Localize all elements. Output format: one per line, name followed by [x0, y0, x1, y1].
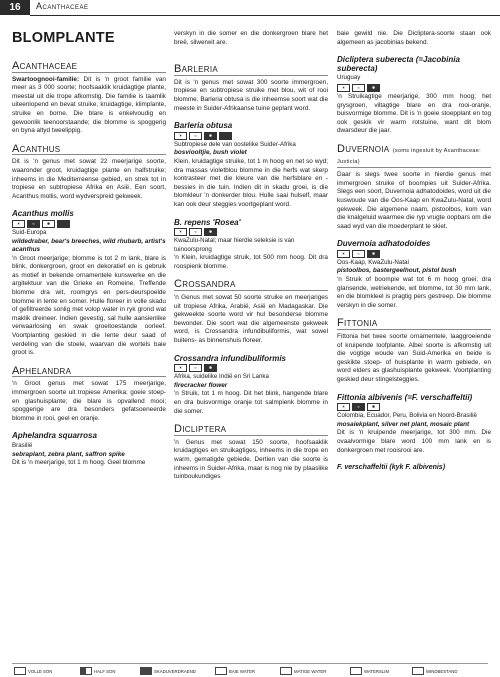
footer-rule [12, 663, 488, 664]
shade-icon [219, 132, 232, 140]
column-1 [12, 62, 166, 468]
symbol-row [337, 250, 491, 258]
sun-icon: ☀ [337, 403, 350, 411]
species-origin: Afrika, suidelike Indië en Sri Lanka [174, 373, 269, 381]
wind-resistant-icon [412, 667, 424, 675]
genus-text-aphelandra: 'n Groot genus met sowat 175 meerjarige, immergroen soorte uit tropiese Amerika; goeie stoep- en glashuisplante; die blare is opvallend mooi; spoggerige are dra besonders gefatsoeneerde blomme in rooi, geel en oranje. [12, 380, 166, 422]
species-origin: Oos-Kaap, KwaZulu-Natal [337, 258, 409, 266]
symbol-row [174, 132, 328, 140]
genus-text-barleria: Dit is 'n genus met sowat 300 soorte immergroen, tropiese en subtropiese struike met blou, wit of rooi blomme. Barleria obtusa is die inheemse soort wat die meeste in Suider-Afrikaanse tuine geplant word. [174, 78, 328, 112]
genus-heading-crossandra: Crossandra [174, 280, 328, 291]
species-origin: KwaZulu-Natal; maar hierdie seleksie is van tuinoorsprong [174, 237, 295, 253]
common-names: wildedraber, bear's breeches, wild rhubarb, artist's acanthus [12, 237, 166, 254]
common-names: pistoolbos, bastergeelhout, pistol bush [337, 267, 457, 275]
column-3 [337, 30, 491, 474]
frost-icon: ✱ [42, 220, 55, 228]
genus-text-crossandra: 'n Genus met sowat 50 soorte struike en meerjariges uit tropiese Afrika, Arabië, Asië en Madagaskar. Die gekweekte soorte word vir hul besonderse blomme bewonder. Die soort wat die algemeenste gekweek word, is Crossandra infundibuliformis, wat sowel buitens- as binnenshuis floreer. [174, 294, 328, 345]
species-text: 'n Groot meerjarige; blomme is tot 2 m lank, blare is blink, donkergroen, groot en dekoratief en is gebruik as motief in bekende ornamentele kunswerke en die argitektuur van die Grieke en Romeine. Treffende blomme dra wit, roomgrys en pers-deurspoelde blomme in lente en somer. Hulle floreer in volle skadu of gefiltreerde sonlig met volop water in ryk grond wat maklik dreineer. Indien gevestig, sal hulle aansienlike verwaarlosing en swak groeitoestande oorleef. Voortplanting geskied in die lente deur saad of verdeling van die stoele, waarvan die wortels baie groot is. [12, 254, 166, 357]
species-crossandra: Crossandra infundibuliformis [174, 353, 287, 363]
species-text: Klein, kruidagtige struike, tot 1 m hoog en net so wyd; dra massas violetblou blomme in die herfs wat skerp kontrasteer met die kleure van die herfsblare en -bessies in die tuin. Indien dit in skadu groei, is die blomkleur 'n donkerder blou. Hulle saai hulself, maar kan ook deur steggies voortgeplant word. [174, 157, 328, 208]
page-header [0, 0, 500, 16]
frost-icon: ✱ [204, 132, 217, 140]
species-text: 'n Struik of boompie wat tot 6 m hoog groei; dra glansende, welriekende, wit blomme, tot 30 mm lank, en die blomkleel is pragtig pers gestreep. Die blomme verskyn in die somer. [337, 276, 491, 309]
genus-heading-dicliptera: Dicliptera [174, 425, 328, 436]
cross-reference: F. verschaffeltii (kyk F. albivenis) [337, 464, 446, 472]
water-icon: ≈ [189, 228, 202, 236]
full-sun-icon [14, 667, 26, 675]
symbol-row [337, 84, 491, 92]
common-names: sebraplant, zebra plant, saffron spike [12, 450, 125, 458]
species-origin: Brasilië [12, 441, 33, 449]
water-icon: ≈ [189, 364, 202, 372]
symbol-row [174, 364, 328, 372]
species-barleria-obtusa: Barleria obtusa [174, 121, 233, 131]
genus-text-duvernoia: Daar is slegs twee soorte in hierdie genus met immergroen struike of boompies uit Suider-Afrika. Slegs een soort, Duvernoia adhatodoides, word uit die kuswoude van die Oos-Kaap en KwaZulu-Natal, word gekweek. Die algemene naam, pistoolbos, kom van die knalgeluid waarmee die ryp vrugte oopbars om die saad wyd van die moederplant te skiet. [337, 171, 491, 230]
water-icon: ≈ [189, 132, 202, 140]
genus-heading-acanthus: Acanthus [12, 145, 166, 156]
genus-text-dicliptera: 'n Genus met sowat 150 soorte, hoofsaaklik kruidagtiges en struikagtiges, inheems in die trope en warm, gematigde gebiede. Dertien van die soorte is inheems in Suider-Afrika, maar is nog nie by plaaslike tuinboukundiges [174, 438, 328, 481]
symbol-row [174, 228, 328, 236]
family-heading: Acanthaceae [12, 62, 166, 73]
genus-heading-aphelandra: Aphelandra [12, 367, 166, 378]
species-text: Dit is 'n kruipende meerjarige, tot 300 mm. Die ovaalvormige blare word 100 mm lank en is donkergroen met rooisrooi are. [337, 429, 491, 454]
much-water-icon [215, 667, 227, 675]
species-fittonia-albivenis: Fittonia albivenis (=F. verschaffeltii) [337, 392, 473, 402]
species-barleria-repens: B. repens 'Rosea' [174, 217, 241, 227]
species-origin: Suid-Europa [12, 228, 47, 236]
species-origin: Colombia, Ecuador, Peru, Bolivia en Noord-Brasilië [337, 412, 477, 420]
half-sun-icon [80, 667, 92, 675]
common-names: firecracker flower [174, 381, 228, 389]
legend-wind-resistant: WINDBESTAND [412, 667, 457, 675]
water-icon: ≈ [27, 220, 40, 228]
species-origin: Uruguay [337, 74, 361, 82]
legend-moderate-water: MATIGE WATER [280, 667, 326, 675]
symbol-legend [0, 663, 500, 677]
species-origin: Subtropiese dele van oostelike Suider-Afrika [174, 140, 296, 148]
header-rule [30, 15, 500, 16]
frost-icon: ✱ [367, 403, 380, 411]
legend-much-water: BAIE WATER [215, 667, 255, 675]
genus-heading-duvernoia: Duvernoia (soms ingesluit by Acanthaceae: Justicia) [337, 145, 491, 168]
frost-icon: ✱ [204, 228, 217, 236]
symbol-row [12, 220, 166, 228]
water-wise-icon [350, 667, 362, 675]
common-names: bosviooltjie, bush violet [174, 149, 247, 157]
shade-icon [57, 220, 70, 228]
shade-icon [140, 667, 152, 675]
family-text: Swartoognooi-familie: Dit is 'n groot familie van meer as 3 000 soorte; hoofsaaklik kruidagtige plante, meestal uit die trope afkomstig. Die familie is taamlik uiteenlopend en bevat struike, kruidagtige, klimplante, struike en borne. Die blare is enkelvoudig en gewoonlik teenoorstaande; die blomme is spoggerig en byna altyd tweelippig. [12, 75, 166, 135]
legend-full-sun: VOLLE SON [14, 667, 52, 675]
frost-icon: ✱ [367, 84, 380, 92]
sun-icon: ☀ [174, 364, 187, 372]
sun-icon: ☀ [174, 132, 187, 140]
water-icon: ≈ [352, 403, 365, 411]
species-acanthus-mollis: Acanthus mollis [12, 209, 74, 219]
species-duvernoia-adhatodoides: Duvernoia adhatodoides [337, 239, 431, 249]
page-title: BLOMPLANTE [12, 30, 115, 46]
species-dicliptera-suberecta: Dicliptera suberecta (=Jacobinia suberecta) [337, 55, 460, 73]
water-icon: ≈ [352, 84, 365, 92]
genus-text-acanthus: Dit is 'n genus met sowat 22 meerjarige soorte, waaronder groot, kruidagtige plante en halfstruike; inheems in die Mediterreense gebied, en strek tot in tropiese en subtropiese Afrika en Asië. Een soort, Acanthus mollis, word wydverspreid gekweek. [12, 158, 166, 200]
legend-half-sun: HALF SON [80, 667, 116, 675]
section-name: Acanthaceae [36, 1, 89, 11]
common-names: mosaiekplant, silver net plant, mosaic plant [337, 420, 470, 428]
genus-heading-fittonia: Fittonia [337, 319, 491, 330]
genus-heading-barleria: Barleria [174, 65, 328, 76]
sun-icon: ☀ [174, 228, 187, 236]
legend-water-wise: WATERSLIM [350, 667, 389, 675]
symbol-row [337, 403, 491, 411]
genus-text-fittonia: Fittonia het twee soorte ornamentele, laaggroeiende of kruipende loofplante. Albei soorte is afkomstig uit die vogtige woude van Suid-Amerika en beide is geskikte stoep- of huisplante in warm gebiede, en word elders as glashuisplante gekweek. Voortplanting geskied deur stingelsteggies. [337, 333, 491, 383]
continued-text: baie gewild nie. Die Dicliptera-soorte staan ook algemeen as jacobinias bekend. [337, 30, 491, 46]
legend-shade: SKADUVERDRAEND [140, 667, 196, 675]
continued-text: verskyn in die somer en die donkergroen blare het breë, silwerwit are. [174, 30, 328, 46]
page-number: 16 [0, 0, 30, 15]
water-icon: ≈ [352, 250, 365, 258]
frost-icon: ✱ [367, 250, 380, 258]
species-text: Dit is 'n meerjarige, tot 1 m hoog. Geel blomme [12, 459, 146, 467]
sun-icon: ☀ [337, 250, 350, 258]
species-text: 'n Klein, kruidagtige struik, tot 500 mm hoog. Dit dra roospienk blomme. [174, 254, 328, 270]
sun-icon: ☀ [337, 84, 350, 92]
species-text: 'n Struik, tot 1 m hoog. Dit het blink, hangende blare en dra buisvormige oranje tot salmpienk blomme in die somer. [174, 390, 328, 415]
species-text: 'n Struikagtige meerjarige, 300 mm hoog; het grysgroen, viltagtige blare en dra rooi-oranje, buisvormige blomme. Dit is 'n goeie stoepplant en tog ook geskik vir warm rotstuine, want dit blom dwarsdeur die jaar. [337, 92, 491, 135]
frost-icon: ✱ [204, 364, 217, 372]
moderate-water-icon [280, 667, 292, 675]
sun-icon: ☀ [12, 220, 25, 228]
species-aphelandra-squarrosa: Aphelandra squarrosa [12, 431, 97, 441]
column-2 [174, 30, 328, 482]
